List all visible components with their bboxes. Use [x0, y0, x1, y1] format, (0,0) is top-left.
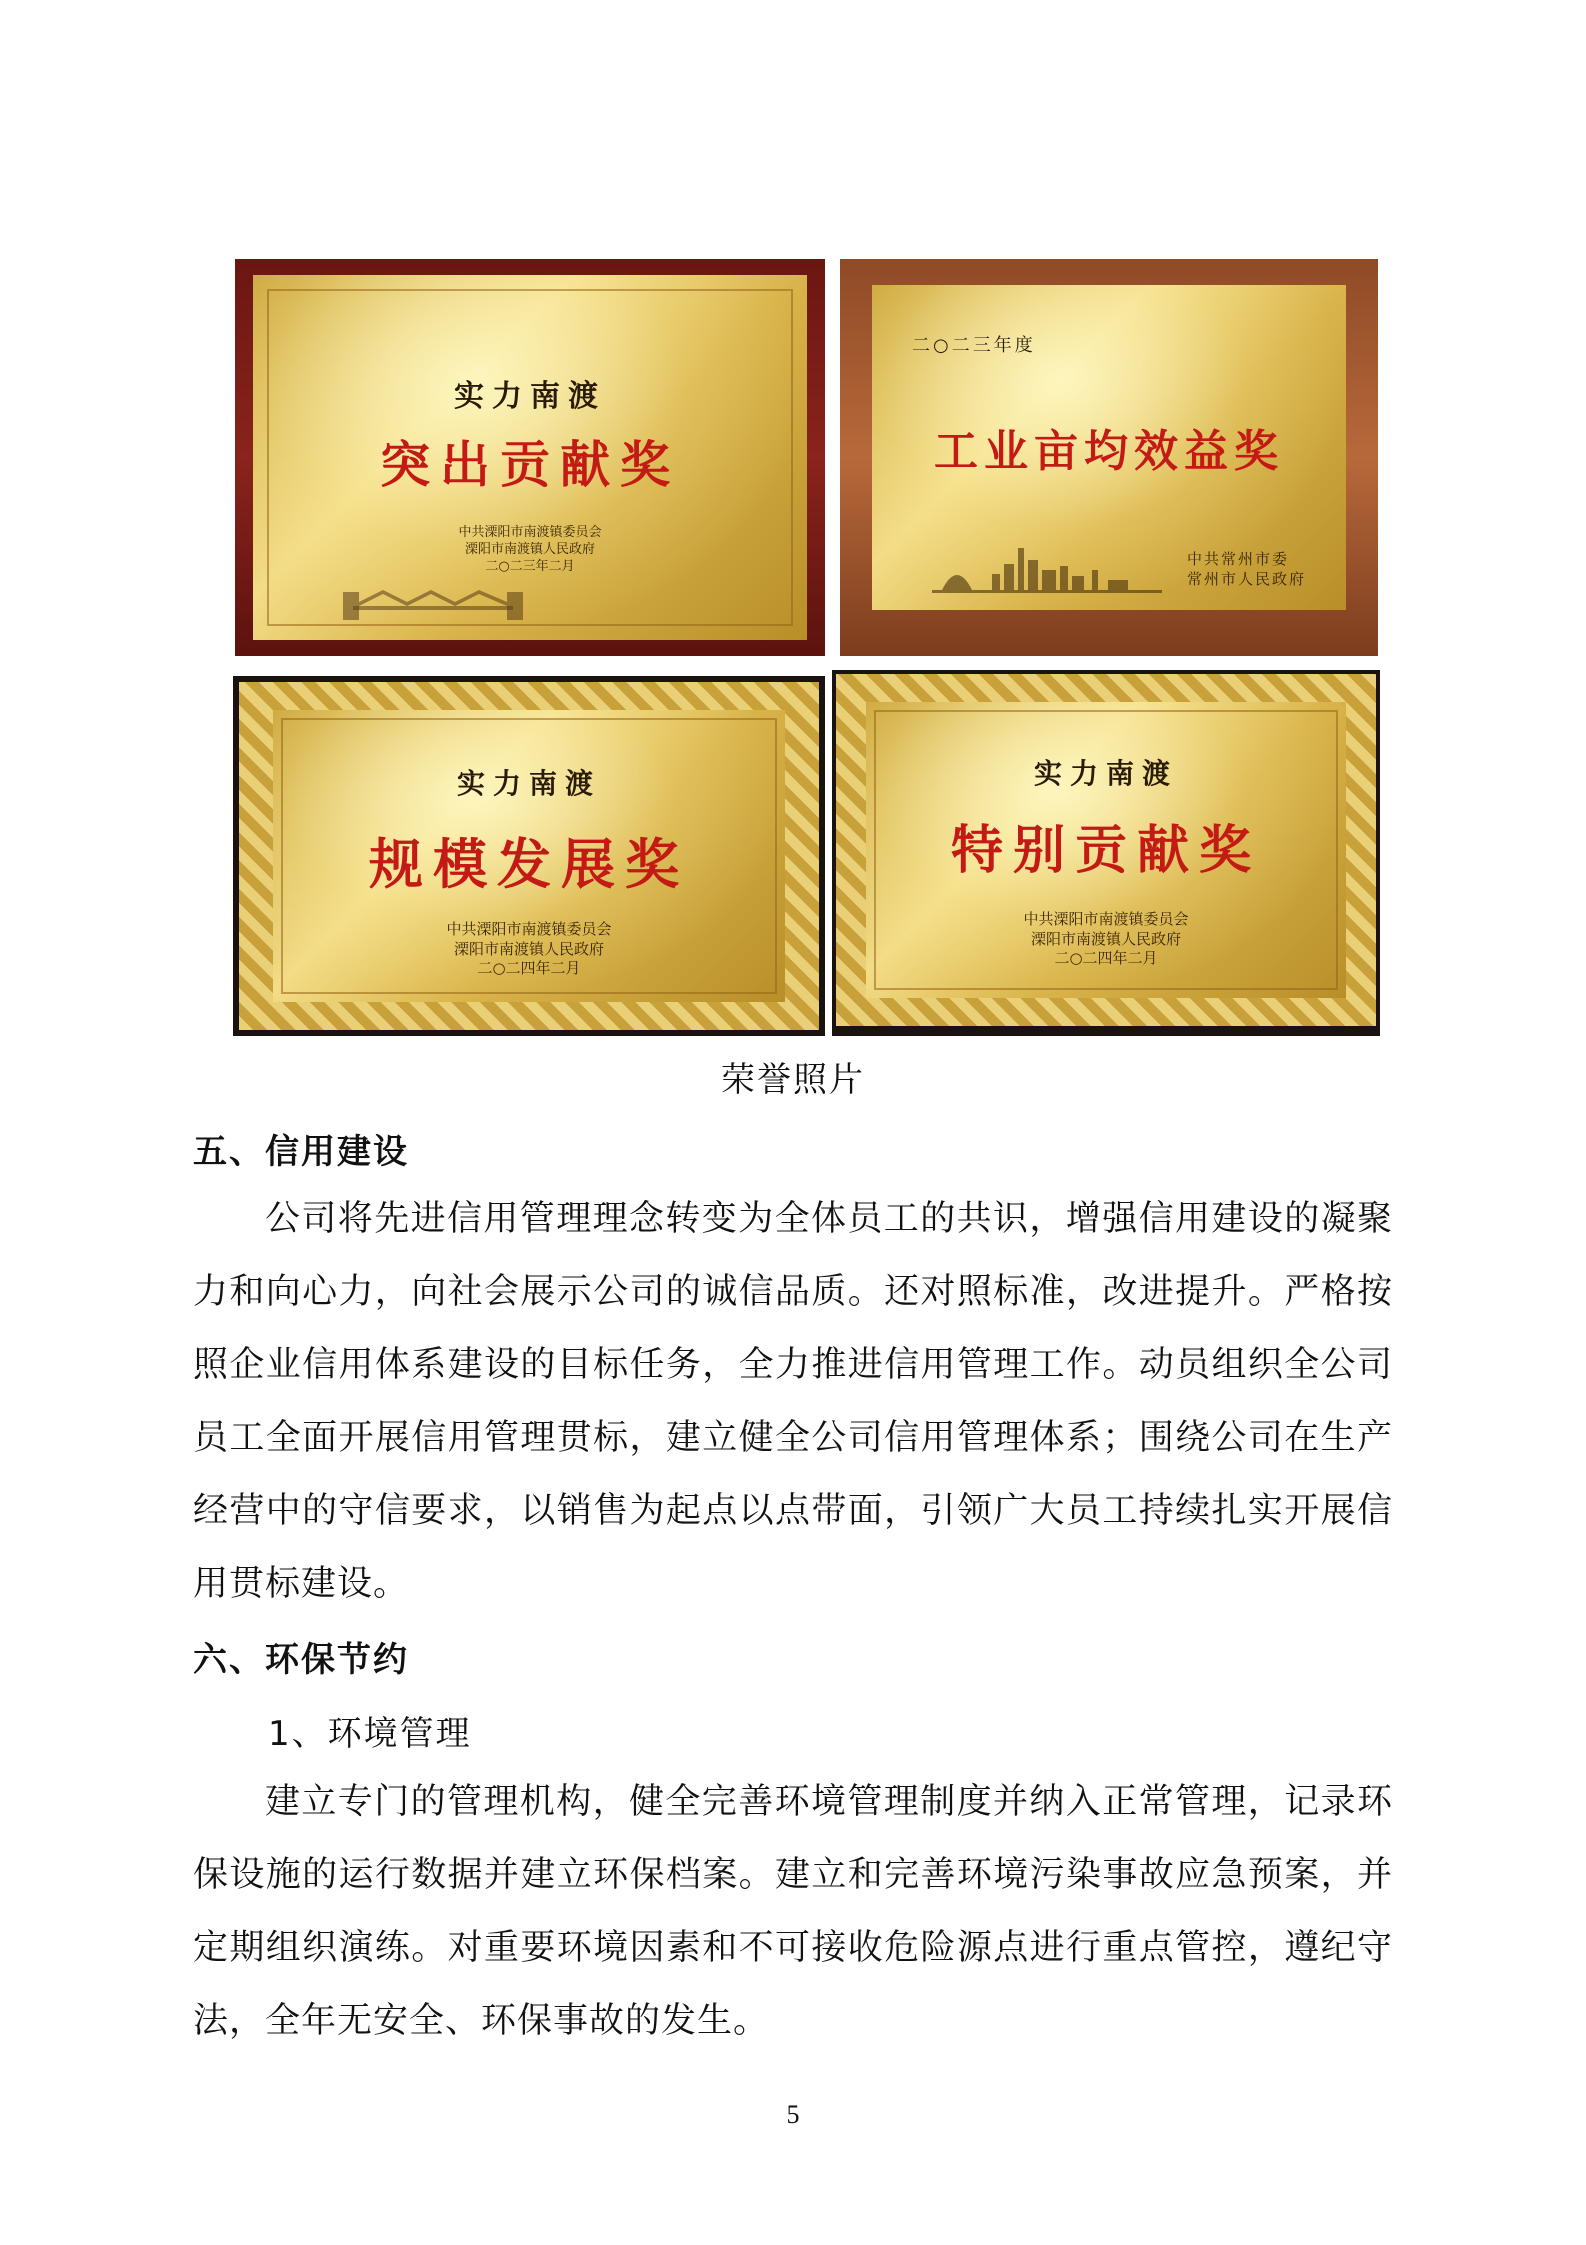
section-6-subtitle: 1、环境管理 [268, 1714, 472, 1754]
honor-photo-3 [233, 676, 825, 1036]
honor-photo-2 [840, 259, 1378, 656]
section-5-title: 五、信用建设 [193, 1132, 409, 1172]
plaque-award-title: 规模发展奖 [369, 832, 689, 896]
plaque-header: 实力南渡 [1033, 757, 1178, 790]
plaque-award-title: 特别贡献奖 [950, 820, 1261, 881]
honor-photo-4 [832, 670, 1380, 1036]
plaque-header: 实力南渡 [456, 767, 601, 800]
plaque-header: 实力南渡 [454, 379, 606, 414]
section-5-paragraph: 公司将先进信用管理理念转变为全体员工的共识，增强信用建设的凝聚力和向心力，向社会展示公司的诚信品质。还对照标准，改进提升。严格按照企业信用体系建设的目标任务，全力推进信用管理工作。动员组织全公司员工全面开展信用管理贯标，建立健全公司信用管理体系；围绕公司在生产经营中的守信要求，以销售为起点以点带面，引领广大员工持续扎实开展信用贯标建设。 [193, 1199, 1393, 1604]
plaque-issuer: 中共溧阳市南渡镇委员会 溧阳市南渡镇人民政府 二○二四年二月 [446, 920, 612, 977]
page-number: 5 [786, 2100, 800, 2129]
plaque-issuer: 中共溧阳市南渡镇委员会 溧阳市南渡镇人民政府 二○二四年二月 [1023, 910, 1189, 967]
plaque-issuer: 中共常州市委 常州市人民政府 [1186, 550, 1306, 588]
plaque-header: 二○二三年度 [912, 335, 1036, 356]
bridge-emblem-icon [343, 580, 523, 620]
section-6-paragraph: 建立专门的管理机构，健全完善环境管理制度并纳入正常管理，记录环保设施的运行数据并建立环保档案。建立和完善环境污染事故应急预案，并定期组织演练。对重要环境因素和不可接收危险源点进行重点管控，遵纪守法，全年无安全、环保事故的发生。 [193, 1782, 1393, 2041]
honor-photo-1 [235, 259, 825, 656]
plaque-award-title: 工业亩均效益奖 [934, 426, 1284, 477]
figure-caption: 荣誉照片 [721, 1060, 865, 1100]
city-skyline-icon [932, 540, 1162, 600]
plaque-issuer: 中共溧阳市南渡镇委员会 溧阳市南渡镇人民政府 二○二三年二月 [458, 525, 602, 574]
section-6-title: 六、环保节约 [193, 1640, 409, 1680]
plaque-award-title: 突出贡献奖 [380, 435, 680, 494]
